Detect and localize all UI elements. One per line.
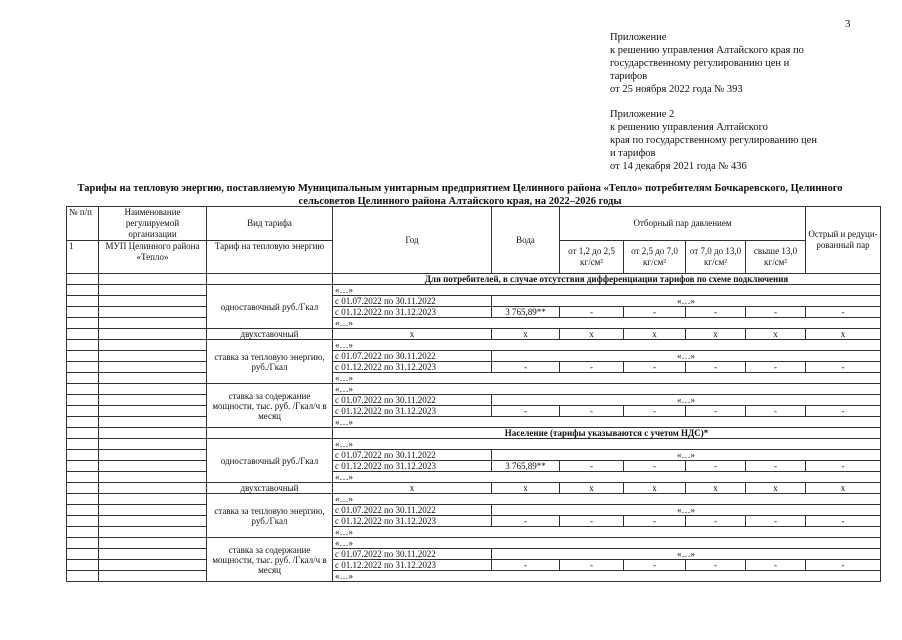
dash-cell: - [624, 461, 686, 472]
cell [67, 362, 99, 373]
cell [67, 461, 99, 472]
cell [67, 450, 99, 461]
dash-cell: - [686, 516, 746, 527]
title-line-2: сельсоветов Целинного района Алтайского края, на 2022–2026 годы [298, 195, 622, 207]
header-pressure-3: от 7,0 до 13,0 кг/см² [686, 241, 746, 274]
cell [99, 439, 207, 450]
ellipsis-cell: «…» [333, 373, 881, 384]
cell [67, 538, 99, 549]
cell [99, 505, 207, 516]
cell [99, 527, 207, 538]
appendix-1-line: государственному регулированию цен и [610, 58, 790, 69]
ellipsis-cell: «…» [333, 527, 881, 538]
cross-cell: x [560, 483, 624, 494]
appendix-2-block [610, 108, 880, 173]
cell [67, 296, 99, 307]
dash-cell: - [686, 560, 746, 571]
dash-cell: - [560, 560, 624, 571]
dash-cell: - [624, 362, 686, 373]
dash-cell: - [560, 516, 624, 527]
cell [67, 351, 99, 362]
header-org: Наименование регулируемой организации [99, 207, 207, 241]
ellipsis-cell: «…» [333, 538, 881, 549]
dash-cell: - [686, 461, 746, 472]
dash-cell: - [624, 516, 686, 527]
cell [99, 318, 207, 329]
cell [99, 428, 207, 439]
cell [67, 527, 99, 538]
cell [67, 417, 99, 428]
period: с 01.07.2022 по 30.11.2022 [333, 351, 492, 362]
cell [67, 494, 99, 505]
period: с 01.12.2022 по 31.12.2023 [333, 406, 492, 417]
cross-cell: x [560, 329, 624, 340]
cross-cell: x [806, 483, 881, 494]
period: с 01.12.2022 по 31.12.2023 [333, 516, 492, 527]
dash-cell: - [686, 406, 746, 417]
ellipsis-cell: «…» [492, 450, 881, 461]
period: с 01.07.2022 по 30.11.2022 [333, 296, 492, 307]
tariff-single-rate: одноставочный руб./Гкал [207, 439, 333, 483]
water-value: 3 765,89** [492, 307, 560, 318]
cell [207, 274, 333, 285]
cell [67, 472, 99, 483]
header-steam: Отборный пар давлением [560, 207, 806, 241]
title-line-1: Тарифы на тепловую энергию, поставляемую Муниципальным унитарным предприятием Целинного района «Тепло» потребителям Бочкаревского, Целинного [77, 183, 843, 194]
cell [67, 439, 99, 450]
dash-cell: - [746, 307, 806, 318]
cell [99, 274, 207, 285]
ellipsis-cell: «…» [333, 417, 881, 428]
period: с 01.12.2022 по 31.12.2023 [333, 461, 492, 472]
header-num: № п/п [67, 207, 99, 241]
cell [67, 516, 99, 527]
cell [67, 384, 99, 395]
dash-cell: - [492, 516, 560, 527]
cross-cell: x [686, 329, 746, 340]
dash-cell: - [560, 362, 624, 373]
cell [99, 494, 207, 505]
cell [99, 384, 207, 395]
dash-cell: - [746, 362, 806, 373]
dash-cell: - [806, 560, 881, 571]
cell [67, 395, 99, 406]
appendix-1-block [610, 31, 880, 96]
header-pressure-2: от 2,5 до 7,0 кг/см² [624, 241, 686, 274]
tariff-two-rate: двухставочный [207, 329, 333, 340]
cell [67, 274, 99, 285]
dash-cell: - [560, 461, 624, 472]
cell [99, 362, 207, 373]
cell [67, 285, 99, 296]
cell [99, 417, 207, 428]
period: с 01.12.2022 по 31.12.2023 [333, 560, 492, 571]
cross-cell: x [333, 483, 492, 494]
section-heading: Население (тарифы указываются с учетом НДС)* [333, 428, 881, 439]
cross-cell: x [806, 329, 881, 340]
cell [99, 560, 207, 571]
ellipsis-cell: «…» [492, 549, 881, 560]
ellipsis-cell: «…» [333, 285, 881, 296]
ellipsis-cell: «…» [492, 296, 881, 307]
dash-cell: - [806, 307, 881, 318]
dash-cell: - [806, 362, 881, 373]
cell [99, 329, 207, 340]
cross-cell: x [492, 483, 560, 494]
appendix-2-line: к решению управления Алтайского [610, 122, 768, 133]
tariff-power-rate: ставка за содержание мощности, тыс. руб. /Гкал/ч в месяц [207, 384, 333, 428]
appendix-1-line: Приложение [610, 32, 667, 43]
water-value: 3 765,89** [492, 461, 560, 472]
cell [99, 373, 207, 384]
period: с 01.07.2022 по 30.11.2022 [333, 450, 492, 461]
cross-cell: x [492, 329, 560, 340]
cell [99, 461, 207, 472]
cell [99, 285, 207, 296]
cell [99, 296, 207, 307]
cell [67, 428, 99, 439]
appendix-1-line: тарифов [610, 71, 648, 82]
tariff-table [66, 206, 881, 582]
cell [67, 329, 99, 340]
appendix-1-line: к решению управления Алтайского края по [610, 45, 804, 56]
period: с 01.07.2022 по 30.11.2022 [333, 505, 492, 516]
cell [99, 395, 207, 406]
period: с 01.12.2022 по 31.12.2023 [333, 307, 492, 318]
cell [67, 318, 99, 329]
dash-cell: - [686, 307, 746, 318]
cross-cell: x [686, 483, 746, 494]
dash-cell: - [746, 516, 806, 527]
cell [67, 571, 99, 582]
cell [67, 483, 99, 494]
dash-cell: - [686, 362, 746, 373]
cell [99, 340, 207, 351]
appendix-2-line: края по государственному регулированию цен [610, 135, 817, 146]
cross-cell: x [624, 329, 686, 340]
dash-cell: - [492, 406, 560, 417]
section-heading: Для потребителей, в случае отсутствия дифференциации тарифов по схеме подключения [333, 274, 881, 285]
tariff-two-rate: двухставочный [207, 483, 333, 494]
ellipsis-cell: «…» [333, 494, 881, 505]
appendix-2-line: Приложение 2 [610, 109, 675, 120]
tariff-table-wrap [66, 206, 881, 582]
dash-cell: - [560, 406, 624, 417]
cell [99, 450, 207, 461]
cross-cell: x [746, 483, 806, 494]
ellipsis-cell: «…» [333, 340, 881, 351]
ellipsis-cell: «…» [492, 395, 881, 406]
row-num: 1 [67, 241, 99, 274]
cell [99, 571, 207, 582]
dash-cell: - [492, 362, 560, 373]
dash-cell: - [560, 307, 624, 318]
document-title [60, 183, 860, 208]
dash-cell: - [806, 461, 881, 472]
header-year: Год [333, 207, 492, 274]
dash-cell: - [746, 560, 806, 571]
page-number: 3 [845, 18, 851, 30]
org-name: МУП Целинного района «Тепло» [99, 241, 207, 274]
cell [67, 560, 99, 571]
ellipsis-cell: «…» [333, 472, 881, 483]
header-water: Вода [492, 207, 560, 274]
header-pressure-4: свыше 13,0 кг/см² [746, 241, 806, 274]
cell [67, 549, 99, 560]
appendix-2-line: от 14 декабря 2021 года № 436 [610, 161, 747, 172]
tariff-energy-rate: ставка за тепловую энергию, руб./Гкал [207, 340, 333, 384]
ellipsis-cell: «…» [333, 384, 881, 395]
ellipsis-cell: «…» [333, 571, 881, 582]
dash-cell: - [492, 560, 560, 571]
dash-cell: - [806, 406, 881, 417]
cell [99, 351, 207, 362]
cross-cell: x [333, 329, 492, 340]
cell [67, 406, 99, 417]
cell [67, 373, 99, 384]
dash-cell: - [624, 560, 686, 571]
dash-cell: - [746, 461, 806, 472]
cell [67, 505, 99, 516]
tariff-single-rate: одноставочный руб./Гкал [207, 285, 333, 329]
cell [99, 538, 207, 549]
ellipsis-cell: «…» [492, 351, 881, 362]
cell [99, 549, 207, 560]
header-sharp-steam: Острый и редуци- рованный пар [806, 207, 881, 274]
header-kind: Вид тарифа [207, 207, 333, 241]
tariff-kind: Тариф на тепловую энергию [207, 241, 333, 274]
cell [67, 307, 99, 318]
ellipsis-cell: «…» [333, 439, 881, 450]
dash-cell: - [624, 307, 686, 318]
dash-cell: - [746, 406, 806, 417]
ellipsis-cell: «…» [492, 505, 881, 516]
cross-cell: x [746, 329, 806, 340]
cross-cell: x [624, 483, 686, 494]
cell [99, 307, 207, 318]
dash-cell: - [806, 516, 881, 527]
appendix-2-line: и тарифов [610, 148, 656, 159]
period: с 01.07.2022 по 30.11.2022 [333, 395, 492, 406]
cell [67, 340, 99, 351]
ellipsis-cell: «…» [333, 318, 881, 329]
appendix-1-line: от 25 ноября 2022 года № 393 [610, 84, 743, 95]
tariff-power-rate: ставка за содержание мощности, тыс. руб. /Гкал/ч в месяц [207, 538, 333, 582]
header-pressure-1: от 1,2 до 2,5 кг/см² [560, 241, 624, 274]
cell [207, 428, 333, 439]
cell [99, 483, 207, 494]
dash-cell: - [624, 406, 686, 417]
tariff-energy-rate: ставка за тепловую энергию, руб./Гкал [207, 494, 333, 538]
cell [99, 406, 207, 417]
cell [99, 472, 207, 483]
period: с 01.12.2022 по 31.12.2023 [333, 362, 492, 373]
cell [99, 516, 207, 527]
period: с 01.07.2022 по 30.11.2022 [333, 549, 492, 560]
